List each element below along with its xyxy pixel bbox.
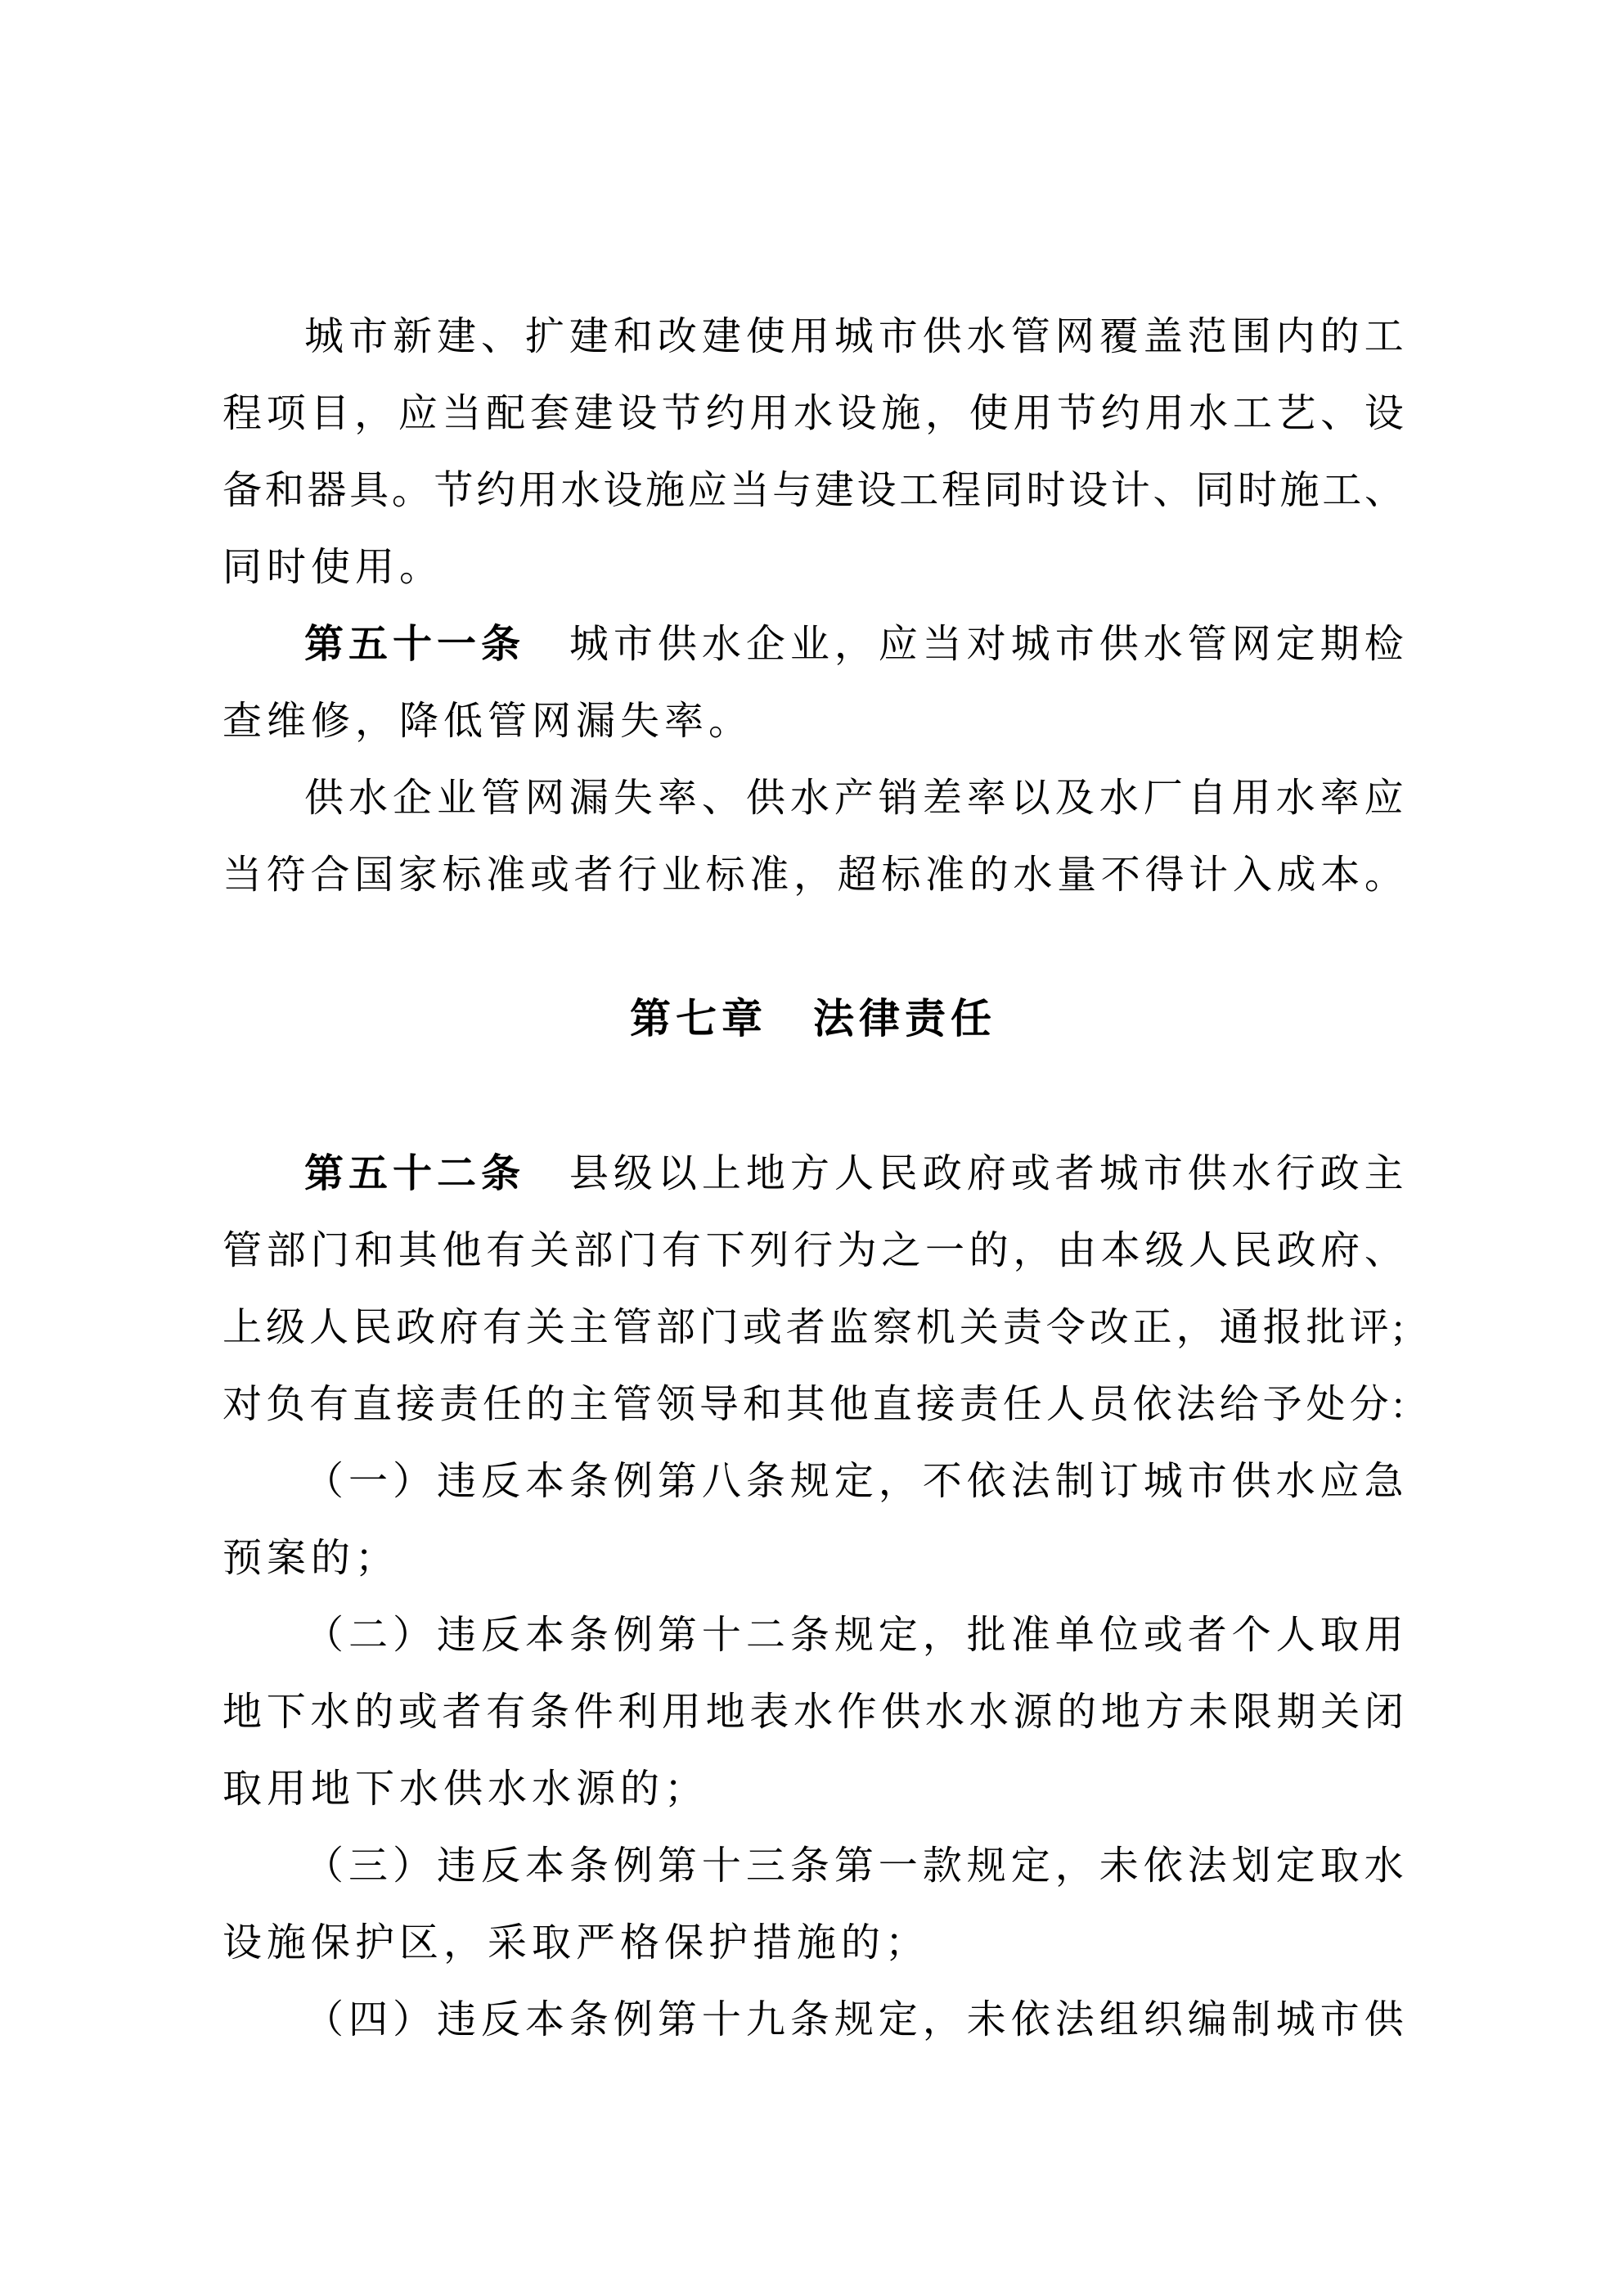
item-2-line-2: 地 下 水 的 或 者 有 条 件 利 用 地 表 水 作 供 水 水 源 的 地 方 未 限 期 关 闭 — [223, 1690, 1404, 1734]
item-1-line-2: 预案的； — [223, 1537, 400, 1580]
article-52-line-4: 对 负 有 直 接 责 任 的 主 管 领 导 和 其 他 直 接 责 任 人 员 依 法 给 予 处 分 : — [223, 1383, 1404, 1426]
article-number-glyph: 二 — [436, 1152, 476, 1195]
article-number-glyph: 条 — [480, 623, 520, 666]
item-4-line-1: （ 四 ） 违 反 本 条 例 第 十 九 条 规 定 ， 未 依 法 组 织 编 制 城 市 供 — [304, 1998, 1404, 2042]
article-number-glyph: 十 — [392, 623, 432, 666]
article-number-glyph: 第 — [304, 623, 344, 666]
item-3-line-2: 设施保护区，采取严格保护措施的； — [223, 1921, 930, 1965]
item-2-line-1: （ 二 ） 违 反 本 条 例 第 十 二 条 规 定 ， 批 准 单 位 或 者 个 人 取 用 — [304, 1614, 1404, 1657]
article-52-line-3: 上 级 人 民 政 府 有 关 主 管 部 门 或 者 监 察 机 关 责 令 改 正 ， 通 报 批 评 ; — [223, 1306, 1404, 1349]
article-number-glyph: 一 — [436, 623, 476, 666]
article-number-glyph: 五 — [348, 623, 388, 666]
article-number-glyph: 第 — [304, 1152, 344, 1195]
article-51-line-4: 当 符 合 国 家 标 准 或 者 行 业 标 准 ， 超 标 准 的 水 量 不 得 计 入 成 本 。 — [223, 853, 1404, 897]
item-3-line-1: （ 三 ） 违 反 本 条 例 第 十 三 条 第 一 款 规 定 ， 未 依 法 划 定 取 水 — [304, 1844, 1404, 1888]
paragraph-50-line-3: 备 和 器 具 。 节 约 用 水 设 施 应 当 与 建 设 工 程 同 时 设 计 、 同 时 施 工 、 — [223, 469, 1404, 512]
article-51-line-1: 第 五 十 一 条 城 市 供 水 企 业 ， 应 当 对 城 市 供 水 管 网 定 期 检 — [223, 606, 1404, 683]
article-number: 第七章 法律责任 — [630, 996, 996, 1042]
article-number-glyph: 条 — [480, 1152, 520, 1195]
article-51-line-3: 供 水 企 业 管 网 漏 失 率 、 供 水 产 销 差 率 以 及 水 厂 自 用 水 率 应 — [304, 777, 1404, 820]
paragraph-50-line-4: 同时使用。 — [223, 546, 444, 589]
paragraph-50-line-2: 程 项 目 ， 应 当 配 套 建 设 节 约 用 水 设 施 ， 使 用 节 约 用 水 工 艺 、 设 — [223, 392, 1404, 435]
chapter-heading — [223, 980, 1404, 1057]
article-52-line-2: 管 部 门 和 其 他 有 关 部 门 有 下 列 行 为 之 一 的 ， 由 本 级 人 民 政 府 、 — [223, 1229, 1404, 1272]
article-number-glyph: 五 — [348, 1152, 388, 1195]
article-52-line-1: 第 五 十 二 条 县 级 以 上 地 方 人 民 政 府 或 者 城 市 供 水 行 政 主 — [223, 1136, 1404, 1213]
document-text-block — [223, 299, 1404, 2059]
article-51-line-2: 查维修，降低管网漏失率。 — [223, 700, 753, 743]
paragraph-50-line-1: 城 市 新 建 、 扩 建 和 改 建 使 用 城 市 供 水 管 网 覆 盖 范 围 内 的 工 — [304, 315, 1404, 358]
item-1-line-1: （ 一 ） 违 反 本 条 例 第 八 条 规 定 ， 不 依 法 制 订 城 市 供 水 应 急 — [304, 1460, 1404, 1503]
item-2-line-3: 取用地下水供水水源的； — [223, 1767, 709, 1811]
article-number-glyph: 十 — [392, 1152, 432, 1195]
